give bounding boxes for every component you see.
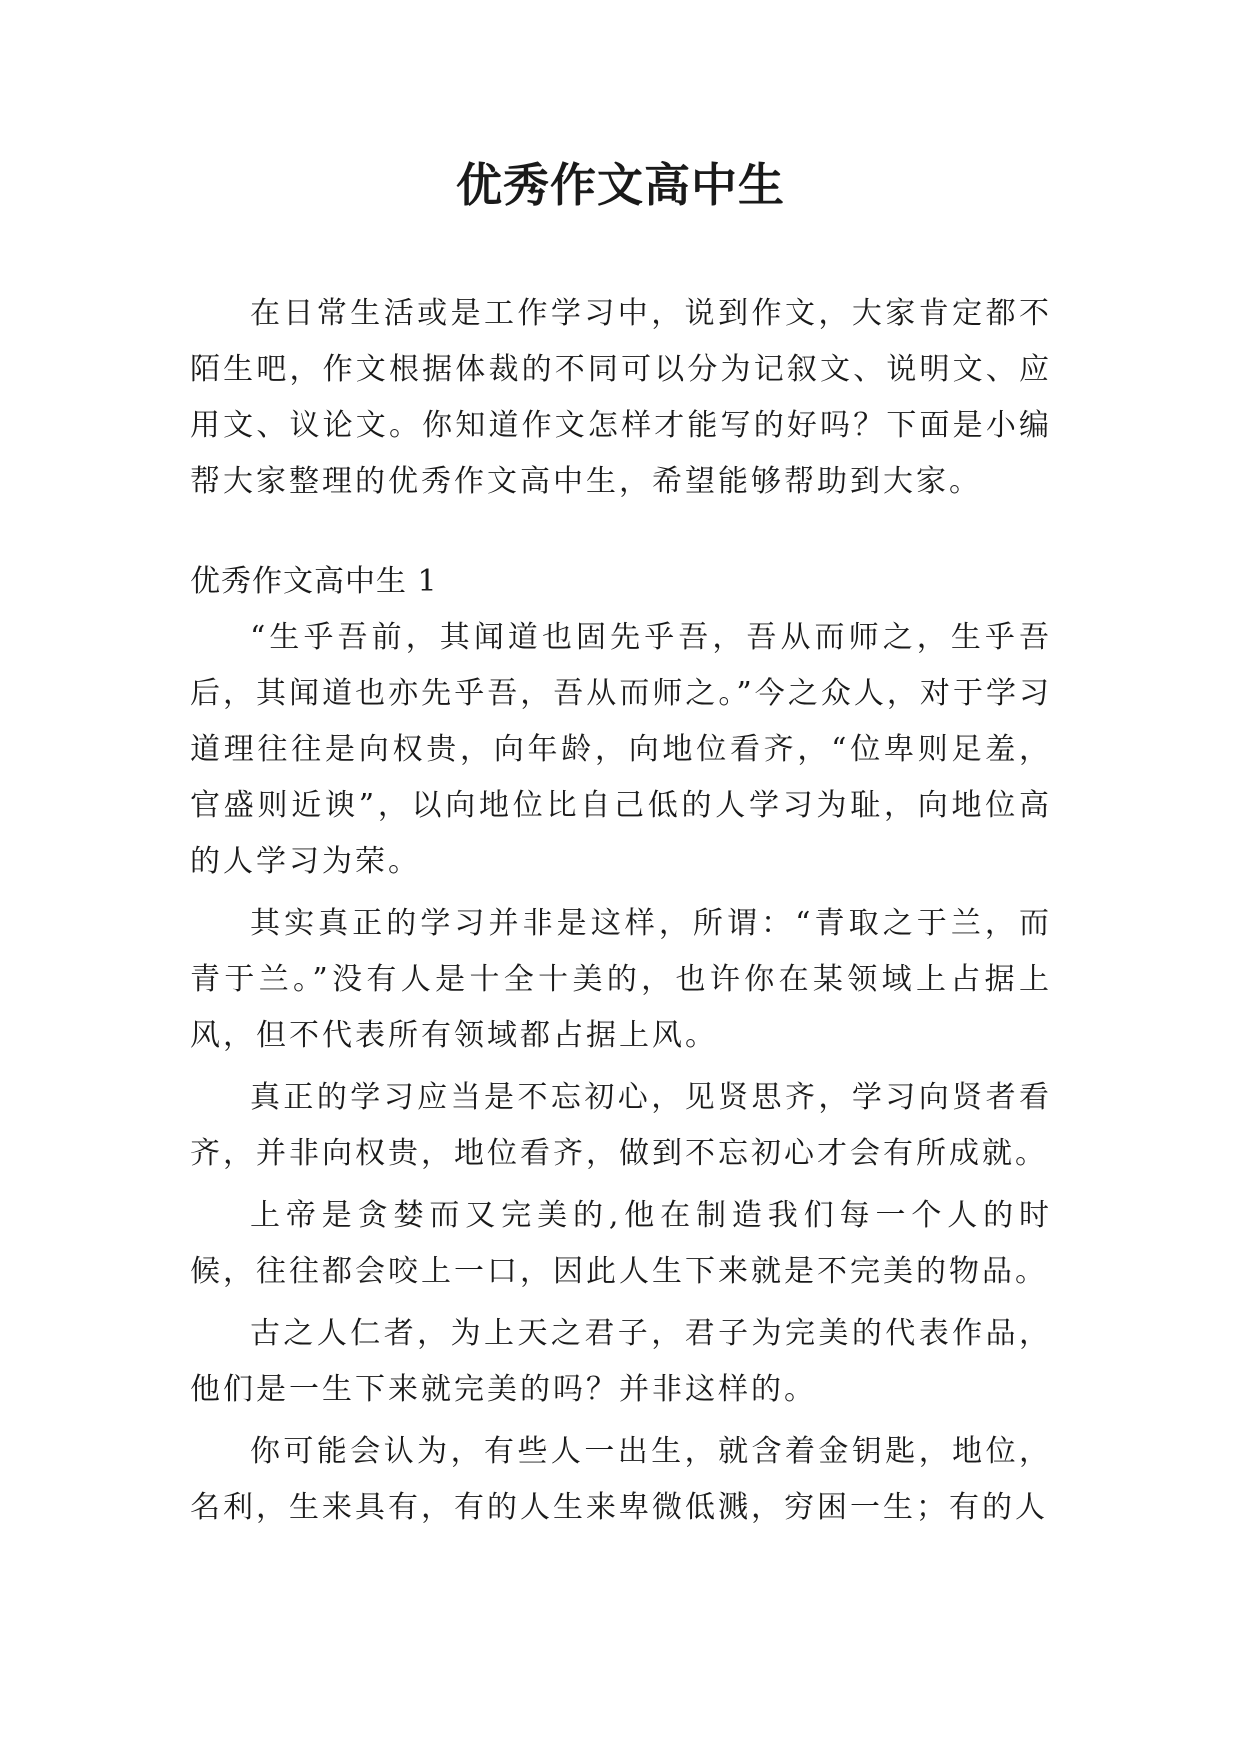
body-paragraph-6: 你可能会认为，有些人一出生，就含着金钥匙，地位，名利，生来具有，有的人生来卑微低溅，穷困一生；有的人 [190, 1434, 1052, 1525]
body-paragraph-3: 真正的学习应当是不忘初心，见贤思齐，学习向贤者看齐，并非向权贵，地位看齐，做到不忘初心才会有所成就。 [190, 1080, 1052, 1171]
document-title: 优秀作文高中生 [456, 158, 785, 212]
section-heading: 优秀作文高中生 1 [190, 564, 438, 599]
body-paragraph-5: 古之人仁者，为上天之君子，君子为完美的代表作品，他们是一生下来就完美的吗？并非这样的。 [190, 1316, 1052, 1407]
intro-paragraph: 在日常生活或是工作学习中，说到作文，大家肯定都不陌生吧，作文根据体裁的不同可以分为记叙文、说明文、应用文、议论文。你知道作文怎样才能写的好吗？下面是小编帮大家整理的优秀作文高中生，希望能够帮助到大家。 [190, 296, 1052, 499]
body-paragraph-4: 上帝是贪婪而又完美的,他在制造我们每一个人的时候，往往都会咬上一口，因此人生下来就是不完美的物品。 [190, 1198, 1052, 1289]
body-paragraph-1: “生乎吾前，其闻道也固先乎吾，吾从而师之，生乎吾后，其闻道也亦先乎吾，吾从而师之。”今之众人，对于学习道理往往是向权贵，向年龄，向地位看齐，“位卑则足羞，官盛则近谀”，以向地位比自己低的人学习为耻，向地位高的人学习为荣。 [190, 620, 1052, 879]
document-body [190, 286, 1052, 1542]
body-paragraph-2: 其实真正的学习并非是这样，所谓：“青取之于兰，而青于兰。”没有人是十全十美的，也许你在某领域上占据上风，但不代表所有领域都占据上风。 [190, 906, 1052, 1053]
